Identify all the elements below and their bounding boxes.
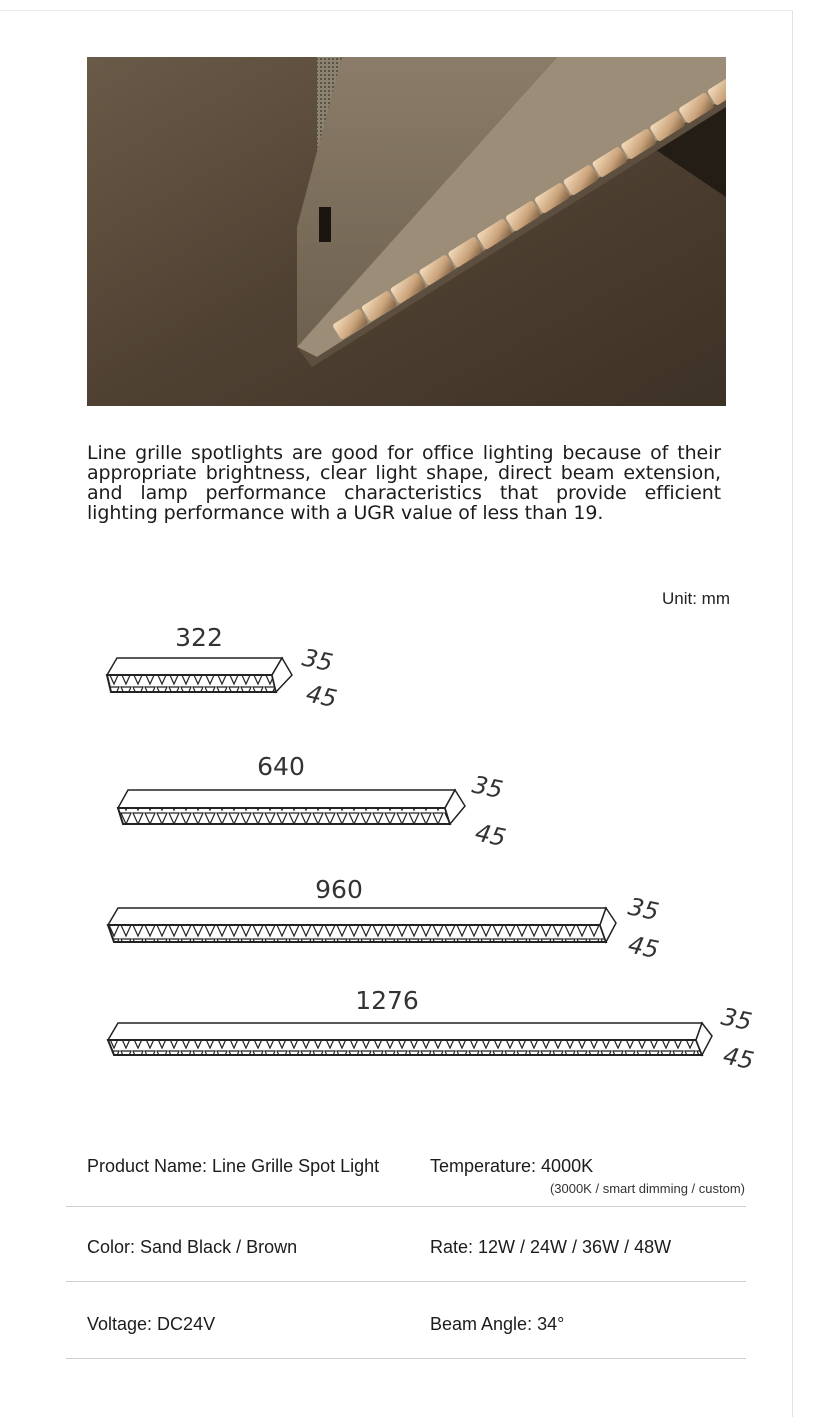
width-label: 35 — [625, 892, 662, 927]
width-label: 35 — [299, 643, 336, 678]
length-label: 1276 — [355, 986, 419, 1015]
dimension-drawings — [0, 600, 815, 1100]
fixture-640 — [118, 752, 508, 852]
spec-rate: Rate: 12W / 24W / 36W / 48W — [430, 1237, 672, 1257]
spec-beam-angle: Beam Angle: 34° — [430, 1314, 565, 1334]
fixture-960 — [108, 875, 661, 964]
height-label: 45 — [303, 679, 340, 714]
spec-product-name: Product Name: Line Grille Spot Light — [87, 1156, 380, 1176]
unit-label: Unit: mm — [662, 589, 730, 608]
length-label: 960 — [315, 875, 363, 904]
length-label: 322 — [175, 623, 223, 652]
spec-table — [66, 1130, 746, 1359]
product-photo — [87, 57, 726, 406]
length-label: 640 — [257, 752, 305, 781]
height-label: 45 — [472, 818, 509, 853]
fixture-1276 — [108, 986, 756, 1075]
height-label: 45 — [625, 930, 662, 965]
spec-row — [66, 1207, 746, 1282]
spec-row — [66, 1130, 746, 1207]
spec-voltage: Voltage: DC24V — [87, 1314, 216, 1334]
width-label: 35 — [718, 1002, 755, 1037]
width-label: 35 — [469, 770, 506, 805]
product-description: Line grille spotlights are good for office lighting because of their appropriate brightness, clear light shape, direct beam extension, and lamp performance characteristics that provide efficient lighting performance with a UGR value of less than 19. — [87, 442, 721, 524]
height-label: 45 — [720, 1041, 757, 1076]
spec-color: Color: Sand Black / Brown — [87, 1237, 298, 1257]
spec-temperature-note: (3000K / smart dimming / custom) — [549, 1181, 745, 1196]
fixture-322 — [107, 623, 339, 713]
spec-temperature: Temperature: 4000K — [430, 1156, 594, 1176]
spec-row — [66, 1282, 746, 1359]
